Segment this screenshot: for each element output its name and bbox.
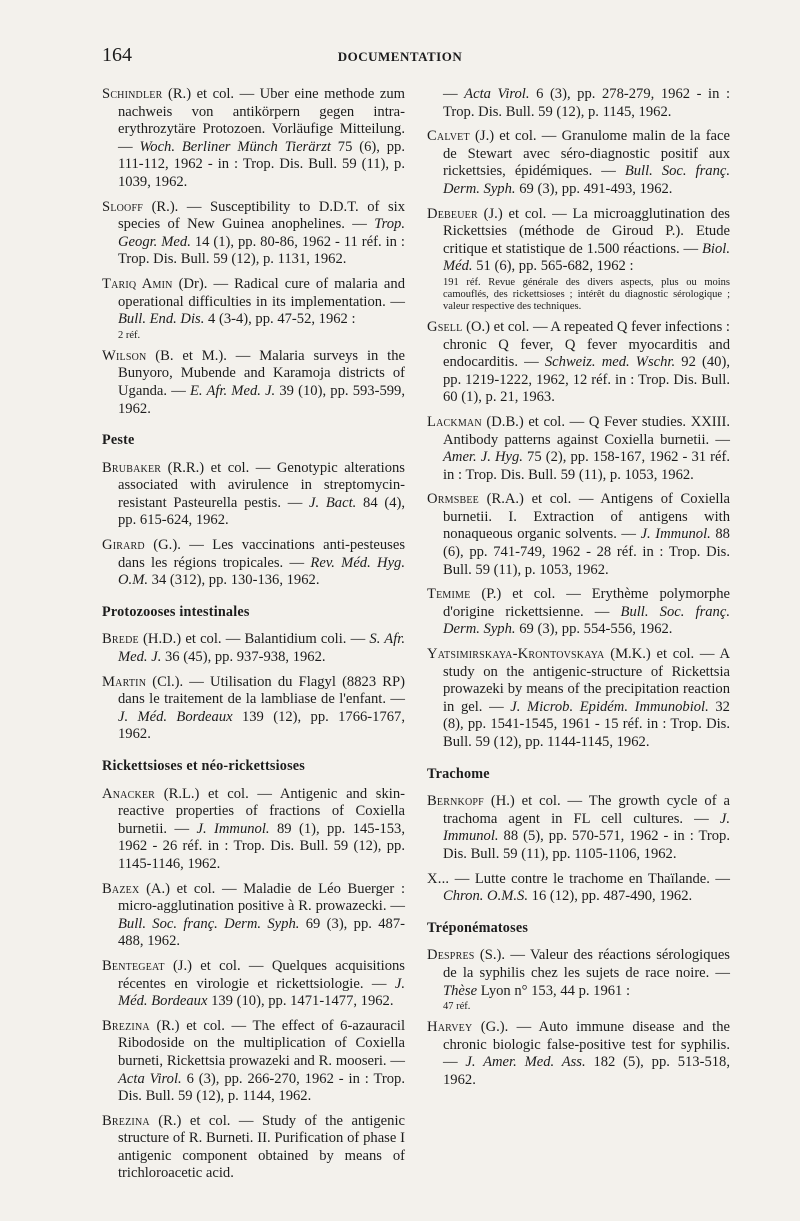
bibliography-entry xyxy=(102,674,405,744)
entry-title: (R.L.) et col. — Antigenic and skin-reactive properties of fractions of Coxiella burnetii. — xyxy=(118,785,405,837)
entry-journal: Biol. Méd. xyxy=(443,240,730,275)
entry-citation: 92 (40), pp. 1219-1222, 1962, 12 réf. in : Trop. Dis. Bull. 60 (1), p. 21, 1963. xyxy=(443,354,730,406)
entry-citation: 139 (12), pp. 1766-1767, 1962. xyxy=(118,708,405,743)
entry-title: (G.). — Les vaccinations anti-pesteuses dans les régions tropicales. — xyxy=(118,537,405,571)
entry-title: (S.). — Valeur des réactions sérologiques de la syphilis chez les sujets de race noire. — xyxy=(443,947,730,981)
entry-journal: Trop. Geogr. Med. xyxy=(118,216,405,250)
entry-citation: 89 (1), pp. 145-153, 1962 - 26 réf. in : Trop. Dis. Bull. 59 (12), pp. 1145-1146, 1962. xyxy=(118,820,405,872)
entry-journal: Acta Virol. xyxy=(464,86,530,102)
bibliography-entry xyxy=(102,958,405,1011)
bibliography-entry xyxy=(427,646,730,752)
entry-citation: 6 (3), pp. 266-270, 1962 - in : Trop. Dis. Bull. 59 (12), p. 1144, 1962. xyxy=(118,1070,405,1105)
entry-author: Despres xyxy=(427,947,475,964)
entry-author: Brezina xyxy=(102,1112,150,1129)
entry-citation: 88 (6), pp. 741-749, 1962 - 28 réf. in : Trop. Dis. Bull. 59 (11), p. 1053, 1962. xyxy=(443,526,730,578)
entry-citation: 51 (6), pp. 565-682, 1962 : xyxy=(472,258,634,275)
entry-author: Brezina xyxy=(102,1017,150,1034)
bibliography-entry xyxy=(427,793,730,863)
entry-author: X... xyxy=(427,870,450,887)
bibliography-entry xyxy=(427,947,730,1000)
entry-journal: Rev. Méd. Hyg. O.M. xyxy=(118,554,406,589)
entry-title: — Lutte contre le trachome en Thaïlande. — xyxy=(449,870,730,887)
entry-title: (J.) et col. — La microagglutination des Rickettsies (méthode de Giroud P.). Etude critique et statistique de 1.500 réactions. — xyxy=(443,205,730,257)
entry-citation: 139 (10), pp. 1471-1477, 1962. xyxy=(207,993,394,1010)
entry-journal: Acta Virol. xyxy=(118,1070,182,1087)
entry-citation: 14 (1), pp. 80-86, 1962 - 11 réf. in : Trop. Dis. Bull. 59 (12), p. 1131, 1962. xyxy=(118,233,405,268)
entry-citation: 69 (3), pp. 554-556, 1962. xyxy=(515,621,673,638)
entry-citation: 75 (2), pp. 158-167, 1962 - 31 réf. in : Trop. Dis. Bull. 59 (11), p. 1053, 1962. xyxy=(443,449,731,483)
bibliography-entry xyxy=(427,586,730,639)
running-title: DOCUMENTATION xyxy=(337,49,463,64)
entry-journal: Bull. End. Dis. xyxy=(118,311,205,328)
entry-title: (H.) et col. — The growth cycle of a trachoma agent in FL cell cultures. — xyxy=(443,793,730,827)
bibliography-entry xyxy=(102,631,405,666)
entry-title: (A.) et col. — Maladie de Léo Buerger : micro-agglutination positive à R. prowazecki. — xyxy=(118,880,405,915)
entry-citation: 88 (5), pp. 570-571, 1962 - in : Trop. Dis. Bull. 59 (11), pp. 1105-1106, 1962. xyxy=(443,828,730,862)
entry-citation: 69 (3), pp. 487-488, 1962. xyxy=(118,915,405,950)
entry-journal: Woch. Berliner Münch Tierärzt xyxy=(139,138,331,155)
entry-title: (G.). — Auto immune disease and the chronic biologic false-positive test for syphilis. — xyxy=(443,1019,730,1071)
entry-title: (R.R.) et col. — Genotypic alterations associated with avirulence in streptomycin-resistant Pasteurella pestis. — xyxy=(118,459,405,511)
entry-journal: E. Afr. Med. J. xyxy=(189,382,276,399)
entry-author: Schindler xyxy=(102,86,163,102)
bibliography-entry xyxy=(427,871,730,906)
entry-author: Tariq Amin xyxy=(102,275,173,292)
entry-author: Gsell xyxy=(427,318,463,335)
entry-title: (B. et M.). — Malaria surveys in the Bunyoro, Mubende and Karamoja districts of Uganda. — xyxy=(118,347,405,399)
bibliography-entry xyxy=(427,128,730,198)
entry-author: Bentegeat xyxy=(102,957,165,974)
entry-author: Ormsbee xyxy=(427,491,479,508)
entry-author: Anacker xyxy=(102,785,156,802)
entry-journal: J. Amer. Med. Ass. xyxy=(465,1054,586,1071)
entry-citation: 182 (5), pp. 513-518, 1962. xyxy=(443,1054,730,1088)
entry-author: Harvey xyxy=(427,1019,473,1036)
entry-author: Debeuer xyxy=(427,205,478,222)
bibliography-entry xyxy=(102,1018,405,1106)
section-heading: Rickettsioses et néo-rickettsioses xyxy=(102,758,306,774)
entry-journal: J. Immunol. xyxy=(443,810,730,845)
entry-title: (R.). — Susceptibility to D.D.T. of six species of New Guinea anophelines. — xyxy=(118,198,405,233)
entry-author: Brede xyxy=(102,631,139,648)
entry-title: (M.K.) et col. — A study on the antigenic-structure of Rickettsia prowazeki by means of the precipitation reaction in gel. — xyxy=(443,646,730,715)
entry-citation: 6 (3), pp. 278-279, 1962 - in : Trop. Dis. Bull. 59 (12), p. 1145, 1962. xyxy=(443,86,731,120)
entry-citation: 32 (8), pp. 1541-1545, 1961 - 15 réf. in : Trop. Dis. Bull. 59 (12), pp. 1144-1145, 1962. xyxy=(443,698,730,750)
entry-author: Bazex xyxy=(102,880,140,897)
entry-journal: J. Microb. Epidém. Immunobiol. xyxy=(510,698,709,715)
entry-title: (R.) et col. — Study of the antigenic structure of R. Burneti. II. Purification of phase I antigenic component obtained by means of trichloroacetic acid. xyxy=(118,1112,405,1182)
bibliography-entry xyxy=(427,206,730,276)
entry-author: Temime xyxy=(427,586,471,603)
entry-journal: Bull. Soc. franç. Derm. Syph. xyxy=(118,915,300,932)
entry-author: Martin xyxy=(102,673,147,690)
page-number: 164 xyxy=(102,44,132,66)
reference-note: 191 réf. Revue générale des divers aspects, plus ou moins camouflés, des rickettsioses ; intérêt du diagnostic sérologique ; valeur respective des techniques. xyxy=(443,276,730,312)
entry-journal: J. Bact. xyxy=(309,494,357,511)
bibliography-entry xyxy=(102,1113,405,1183)
entry-journal: J. Méd. Bordeaux xyxy=(118,975,405,1010)
entry-title: (Cl.). — Utilisation du Flagyl (8823 RP) dans le traitement de la lambliase de l'enfant. — xyxy=(118,673,405,708)
bibliography-entry xyxy=(102,460,405,530)
entry-journal: Amer. J. Hyg. xyxy=(443,449,523,466)
entry-title: (R.) et col. — The effect of 6-azauracil Ribodoside on the multiplication of Coxiella burneti, Rickettsia prowazeki and R. mooseri. — xyxy=(118,1017,405,1069)
entry-title: (D.B.) et col. — Q Fever studies. XXIII. Antibody patterns against Coxiella burnetii. — xyxy=(443,413,730,448)
entry-citation: 84 (4), pp. 615-624, 1962. xyxy=(118,494,405,529)
entry-author: Wilson xyxy=(102,347,147,364)
section-heading: Trachome xyxy=(427,765,490,782)
entry-title: (R.) et col. — Uber eine methode zum nachweis von antikörpern gegen intra-erythrozytäre Protozoen. Vorläufige Mitteilung. — xyxy=(118,86,405,155)
bibliography-entry xyxy=(102,276,405,329)
section-heading: Tréponématoses xyxy=(427,919,529,936)
entry-journal: Bull. Soc. franç. Derm. Syph. xyxy=(443,603,730,638)
entry-journal: S. Afr. Med. J. xyxy=(118,631,405,666)
bibliography-entry xyxy=(427,1019,730,1089)
entry-journal: Thèse xyxy=(443,982,478,999)
bibliography-entry xyxy=(427,86,730,121)
entry-title: (Dr). — Radical cure of malaria and operational difficulties in its implementation. — xyxy=(118,275,405,310)
entry-citation: 69 (3), pp. 491-493, 1962. xyxy=(515,180,673,197)
entry-journal: Schweiz. med. Wschr. xyxy=(544,354,676,371)
entry-citation: 4 (3-4), pp. 47-52, 1962 : xyxy=(204,311,356,328)
bibliography-entry xyxy=(102,348,405,418)
entry-title: (R.A.) et col. — Antigens of Coxiella burnetii. I. Extraction of antigens with nonaqueous organic solvents. — xyxy=(443,491,730,543)
entry-journal: Chron. O.M.S. xyxy=(443,888,528,905)
reference-note: 2 réf. xyxy=(118,329,141,341)
entry-citation: 16 (12), pp. 487-490, 1962. xyxy=(528,888,693,905)
entry-journal: J. Immunol. xyxy=(196,820,270,837)
entry-citation: 39 (10), pp. 593-599, 1962. xyxy=(118,382,405,417)
entry-title: (J.) et col. — Quelques acquisitions récentes en virologie et rickettsiologie. — xyxy=(118,957,405,992)
bibliography-entry xyxy=(102,881,405,951)
entry-title: (O.) et col. — A repeated Q fever infections : chronic Q fever, Q fever myocarditis and endocarditis. — xyxy=(443,318,730,371)
right-column xyxy=(427,86,730,1097)
entry-author: Girard xyxy=(102,537,145,554)
bibliography-entry xyxy=(427,491,730,579)
entry-citation: Lyon n° 153, 44 p. 1961 : xyxy=(477,982,631,999)
bibliography-entry xyxy=(427,319,730,407)
entry-citation: 34 (312), pp. 130-136, 1962. xyxy=(148,572,320,589)
bibliography-entry xyxy=(102,86,405,192)
entry-title: (J.) et col. — Granulome malin de la face de Stewart avec séro-diagnostic positif aux rickettsies, épidémiques. — xyxy=(443,128,730,180)
entry-title: (H.D.) et col. — Balantidium coli. — xyxy=(138,631,370,648)
entry-author: Brubaker xyxy=(102,459,162,476)
left-column xyxy=(102,86,405,1190)
reference-note: 47 réf. xyxy=(443,1001,471,1013)
bibliography-entry xyxy=(102,786,405,874)
section-heading: Peste xyxy=(102,432,135,449)
bibliography-entry xyxy=(427,414,730,484)
entry-journal: J. Immunol. xyxy=(640,526,711,543)
entry-journal: Bull. Soc. franç. Derm. Syph. xyxy=(443,163,730,197)
entry-author: Calvet xyxy=(427,128,470,145)
entry-title: — xyxy=(443,86,465,102)
bibliography-entry xyxy=(102,199,405,269)
entry-author: Yatsimirskaya-Krontovskaya xyxy=(427,646,605,663)
entry-author: Bernkopf xyxy=(427,793,484,810)
entry-author: Lackman xyxy=(427,413,482,430)
entry-author: Slooff xyxy=(102,198,143,215)
section-heading: Protozooses intestinales xyxy=(102,603,250,620)
entry-title: (P.) et col. — Erythème polymorphe d'origine rickettsienne. — xyxy=(443,586,730,620)
entry-citation: 75 (6), pp. 111-112, 1962 - in : Trop. Dis. Bull. 59 (11), p. 1039, 1962. xyxy=(118,138,405,190)
entry-journal: J. Méd. Bordeaux xyxy=(118,708,233,725)
entry-citation: 36 (45), pp. 937-938, 1962. xyxy=(161,649,326,666)
bibliography-entry xyxy=(102,537,405,590)
